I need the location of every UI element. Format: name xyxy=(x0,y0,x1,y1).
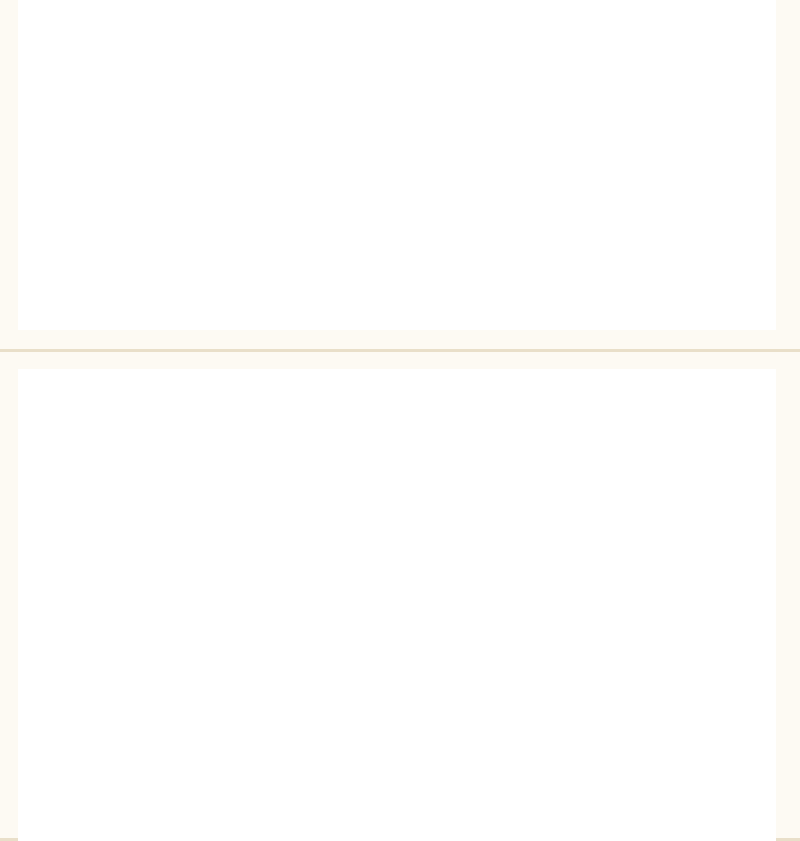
course-table-top xyxy=(18,0,776,330)
course-table-bottom xyxy=(18,369,776,841)
section-divider xyxy=(0,349,800,352)
